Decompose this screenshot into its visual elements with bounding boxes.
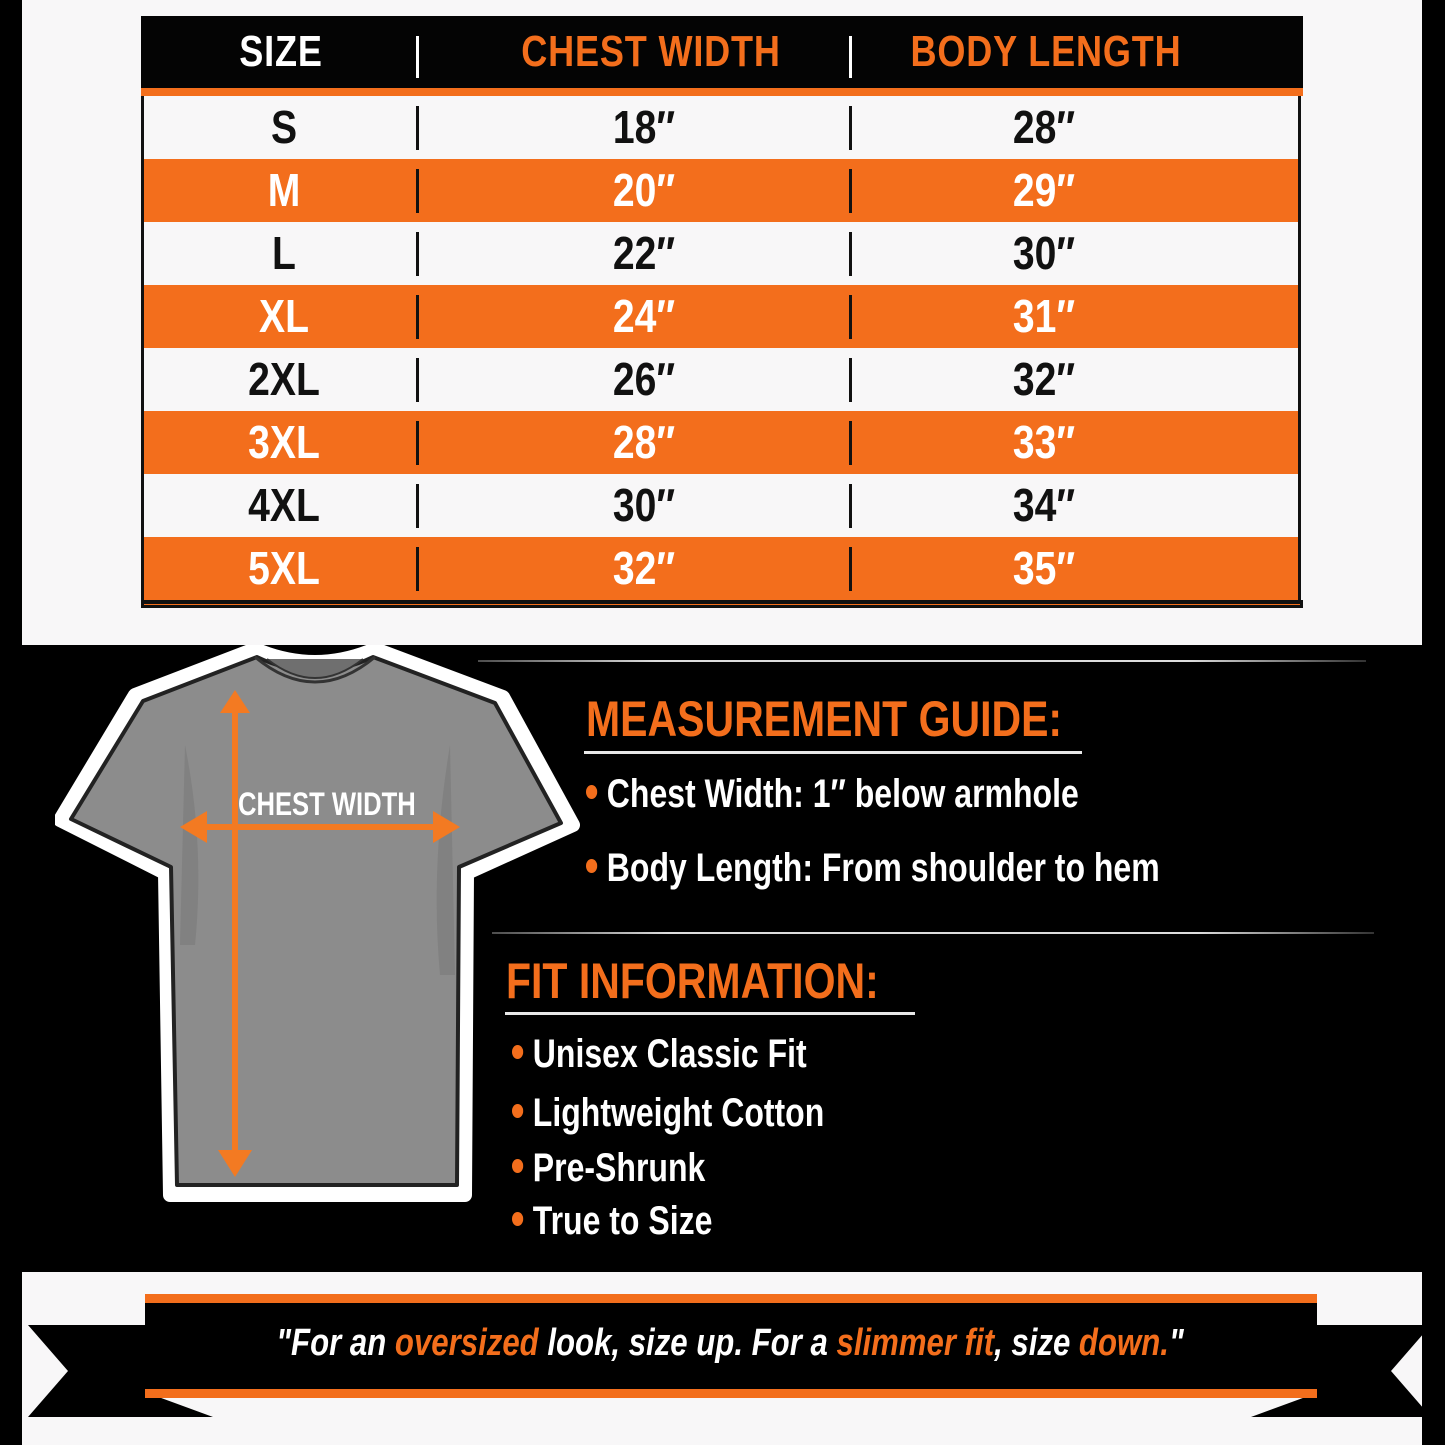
cell-chest: 20″ — [612, 164, 676, 216]
fit-item: Pre-Shrunk — [512, 1146, 705, 1191]
cell-chest: 24″ — [612, 290, 676, 342]
cell-length: 31″ — [1012, 290, 1076, 342]
cell-length: 28″ — [1012, 101, 1076, 153]
cell-size: M — [267, 164, 301, 216]
heading-underline — [505, 1012, 915, 1015]
column-divider — [416, 484, 419, 528]
cell-chest: 22″ — [612, 227, 676, 279]
cell-chest: 30″ — [612, 479, 676, 531]
column-divider — [849, 547, 852, 591]
divider-line — [478, 660, 1366, 662]
column-divider — [416, 169, 419, 213]
table-row — [144, 474, 1298, 537]
cell-length: 34″ — [1012, 479, 1076, 531]
bullet-dot-icon — [512, 1212, 523, 1226]
highlight-oversized: oversized — [394, 1322, 539, 1364]
table-header — [141, 16, 1303, 88]
fit-item: Unisex Classic Fit — [512, 1032, 807, 1077]
column-divider — [416, 295, 419, 339]
column-divider — [849, 484, 852, 528]
cell-size: 4XL — [248, 479, 320, 531]
table-row — [144, 411, 1298, 474]
table-row — [144, 348, 1298, 411]
fit-item: Lightweight Cotton — [512, 1091, 824, 1136]
cell-size: XL — [259, 290, 309, 342]
column-divider — [416, 547, 419, 591]
table-row — [144, 159, 1298, 222]
measurement-item: Body Length: From shoulder to hem — [586, 846, 1160, 891]
size-chart-table — [141, 16, 1303, 608]
bullet-dot-icon — [512, 1104, 523, 1118]
column-divider — [849, 106, 852, 150]
cell-chest: 28″ — [612, 416, 676, 468]
cell-size: 3XL — [248, 416, 320, 468]
cell-length: 29″ — [1012, 164, 1076, 216]
cell-size: S — [270, 101, 298, 153]
column-divider — [849, 421, 852, 465]
highlight-down: down. — [1078, 1322, 1169, 1364]
tshirt-icon — [55, 645, 580, 1205]
cell-size: L — [272, 227, 296, 279]
divider-line — [492, 932, 1374, 934]
column-divider — [416, 421, 419, 465]
cell-size: 2XL — [248, 353, 320, 405]
header-divider — [416, 36, 419, 78]
table-row — [144, 96, 1298, 159]
cell-size: 5XL — [248, 542, 320, 594]
header-divider — [849, 36, 852, 78]
fit-information-title: FIT INFORMATION: — [506, 953, 879, 1009]
column-divider — [416, 358, 419, 402]
table-row — [144, 285, 1298, 348]
cell-chest: 32″ — [612, 542, 676, 594]
cell-chest: 26″ — [612, 353, 676, 405]
bullet-dot-icon — [586, 859, 597, 873]
bullet-dot-icon — [586, 785, 597, 799]
cell-length: 32″ — [1012, 353, 1076, 405]
heading-underline — [584, 751, 1082, 754]
column-divider — [416, 106, 419, 150]
column-divider — [416, 232, 419, 276]
cell-length: 33″ — [1012, 416, 1076, 468]
table-row — [144, 222, 1298, 285]
measurement-guide-title: MEASUREMENT GUIDE: — [586, 691, 1063, 747]
bullet-dot-icon — [512, 1045, 523, 1059]
table-body — [141, 96, 1301, 600]
sizing-tip-quote: "For an oversized look, size up. For a slimmer fit, size down." — [276, 1322, 1184, 1364]
bullet-dot-icon — [512, 1159, 523, 1173]
header-chest-width: CHEST WIDTH — [521, 27, 781, 76]
header-size: SIZE — [239, 27, 323, 76]
column-divider — [849, 358, 852, 402]
table-row — [144, 537, 1298, 600]
column-divider — [849, 232, 852, 276]
column-divider — [849, 169, 852, 213]
cell-chest: 18″ — [612, 101, 676, 153]
header-accent-line — [141, 88, 1303, 96]
cell-length: 35″ — [1012, 542, 1076, 594]
column-divider — [849, 295, 852, 339]
highlight-slimmer-fit: slimmer fit — [836, 1322, 995, 1364]
table-footer-line — [141, 600, 1303, 608]
fit-item: True to Size — [512, 1199, 712, 1244]
header-body-length: BODY LENGTH — [910, 27, 1182, 76]
cell-length: 30″ — [1012, 227, 1076, 279]
measurement-item: Chest Width: 1″ below armhole — [586, 772, 1079, 817]
shirt-chest-width-label: CHEST WIDTH — [238, 786, 416, 822]
